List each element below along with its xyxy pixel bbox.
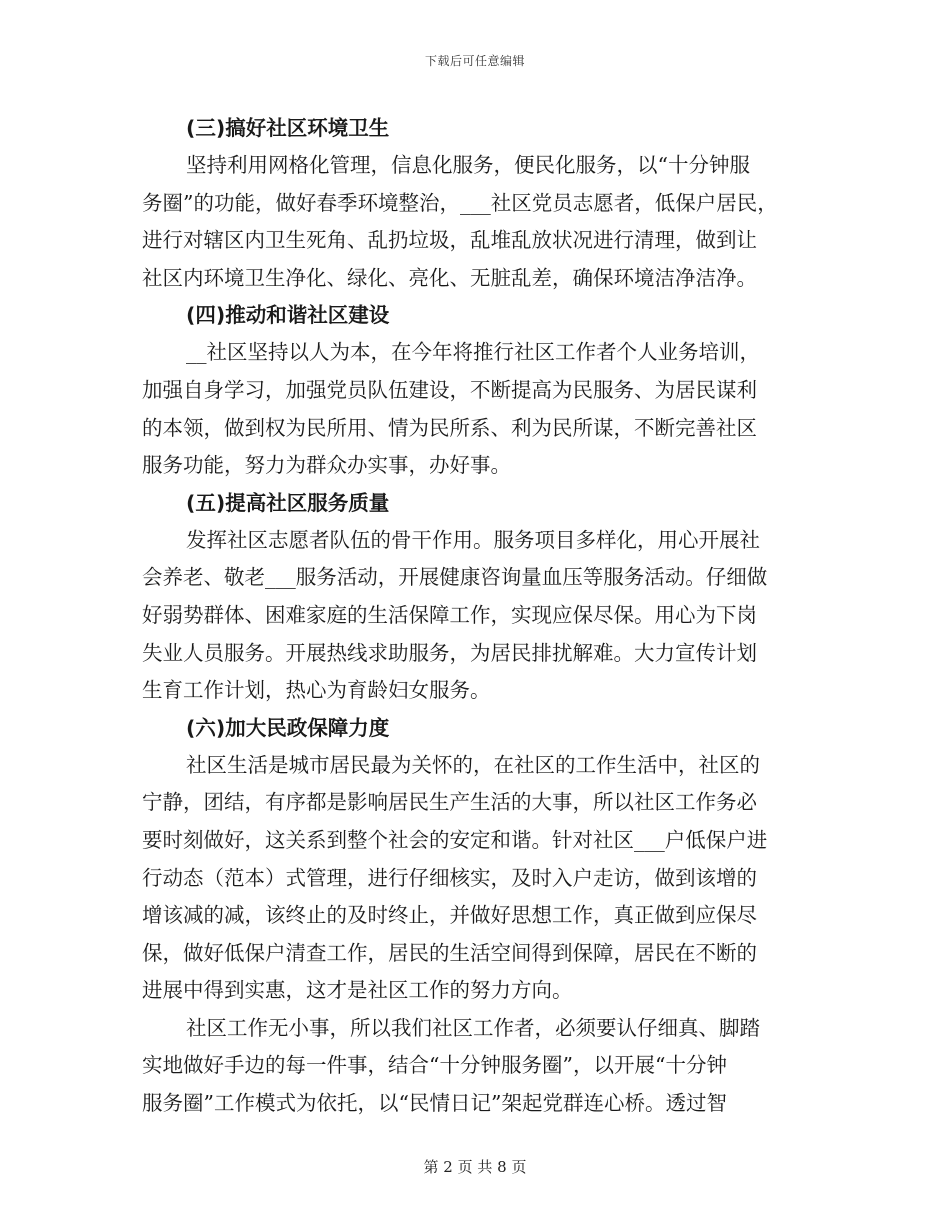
paragraph-line: 社区内环境卫生净化、绿化、亮化、无脏乱差，确保环境洁净洁净。 — [142, 265, 757, 290]
paragraph-line: 服务圈”工作模式为依托，以“民情日记”架起党群连心桥。透过智 — [142, 1091, 727, 1116]
closing-paragraph — [142, 1010, 810, 1123]
paragraph-line: 保，做好低保户清查工作，居民的生活空间得到保障，居民在不断的 — [142, 940, 757, 965]
section-title-3: (三)搞好社区环境卫生 — [186, 116, 390, 140]
page-number: 第 2 页 共 8 页 — [423, 1158, 527, 1176]
paragraph-line: 增该减的减，该终止的及时终止，并做好思想工作，真正做到应保尽 — [142, 903, 757, 928]
paragraph-line: 加强自身学习，加强党员队伍建设，不断提高为民服务、为居民谋利 — [142, 377, 757, 402]
paragraph-line: 要时刻做好，这关系到整个社会的安定和谐。针对社区___户低保户进 — [142, 827, 768, 852]
section-5-paragraph — [142, 522, 810, 710]
section-title-5: (五)提高社区服务质量 — [186, 490, 390, 515]
document-body — [142, 110, 810, 1123]
page-header-note: 下载后可任意编辑 — [424, 54, 525, 68]
paragraph-line: 宁静，团结，有序都是影响居民生产生活的大事，所以社区工作务必 — [142, 790, 757, 815]
section-6-paragraph — [142, 747, 810, 1010]
paragraph-line: 实地做好手边的每一件事，结合“十分钟服务圈”，以开展“十分钟 — [142, 1053, 727, 1078]
paragraph-line: 服务功能，努力为群众办实事，办好事。 — [142, 453, 511, 478]
paragraph-line: 生育工作计划，热心为育龄妇女服务。 — [142, 678, 491, 703]
paragraph-line: 失业人员服务。开展热线求助服务，为居民排扰解难。大力宣传计划 — [142, 640, 757, 665]
paragraph-line: 会养老、敬老___服务活动，开展健康咨询量血压等服务活动。仔细做 — [142, 565, 768, 590]
section-title-4: (四)推动和谐社区建设 — [186, 303, 390, 328]
paragraph-line: 好弱势群体、困难家庭的生活保障工作，实现应保尽保。用心为下岗 — [142, 602, 757, 627]
paragraph-line: 的本领，做到权为民所用、情为民所系、利为民所谋，不断完善社区 — [142, 415, 757, 440]
section-title-6: (六)加大民政保障力度 — [186, 715, 390, 740]
paragraph-line: 发挥社区志愿者队伍的骨干作用。服务项目多样化，用心开展社 — [186, 527, 760, 552]
paragraph-line: 社区生活是城市居民最为关怀的，在社区的工作生活中，社区的 — [186, 752, 760, 777]
paragraph-line: 坚持利用网格化管理，信息化服务，便民化服务，以“十分钟服 — [186, 153, 750, 177]
paragraph-line: 进行对辖区内卫生死角、乱扔垃圾，乱堆乱放状况进行清理，做到让 — [142, 228, 757, 253]
paragraph-line: 务圈”的功能，做好春季环境整治，___社区党员志愿者，低保户居民， — [142, 190, 778, 215]
section-3-paragraph — [142, 147, 810, 297]
paragraph-line: 行动态（范本）式管理，进行仔细核实，及时入户走访，做到该增的 — [142, 865, 757, 890]
paragraph-line: 社区工作无小事，所以我们社区工作者，必须要认仔细真、脚踏 — [186, 1015, 760, 1040]
paragraph-line: __社区坚持以人为本，在今年将推行社区工作者个人业务培训， — [186, 340, 760, 365]
section-4-paragraph — [142, 334, 810, 484]
paragraph-line: 进展中得到实惠，这才是社区工作的努力方向。 — [142, 978, 573, 1003]
